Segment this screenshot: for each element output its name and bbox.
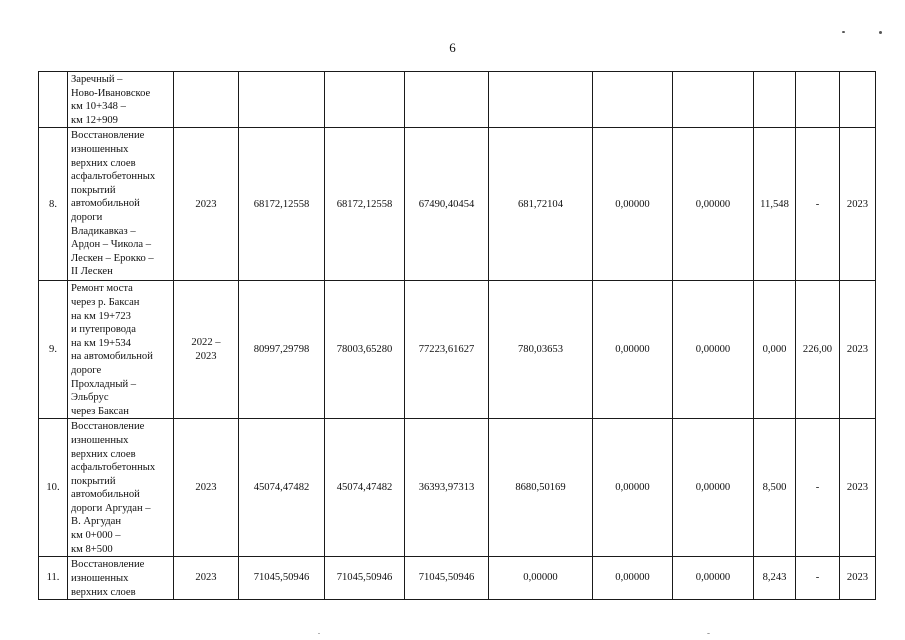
value-cell: 0,00000: [593, 557, 673, 600]
value-cell: 8680,50169: [489, 419, 593, 557]
value-cell: [754, 72, 796, 128]
value-cell: 68172,12558: [325, 128, 405, 281]
years-cell: [174, 72, 239, 128]
value-cell: 0,00000: [673, 281, 754, 419]
completion-year-cell: 2023: [840, 557, 876, 600]
value-cell: 0,00000: [593, 419, 673, 557]
row-number-cell: 8.: [39, 128, 68, 281]
table-row: [39, 557, 876, 600]
row-number-cell: 9.: [39, 281, 68, 419]
value-cell: -: [796, 419, 840, 557]
value-cell: [796, 72, 840, 128]
completion-year-cell: 2023: [840, 128, 876, 281]
value-cell: 226,00: [796, 281, 840, 419]
value-cell: [593, 72, 673, 128]
value-cell: [239, 72, 325, 128]
row-number-cell: [39, 72, 68, 128]
value-cell: 36393,97313: [405, 419, 489, 557]
value-cell: 45074,47482: [325, 419, 405, 557]
value-cell: 78003,65280: [325, 281, 405, 419]
table-row: [39, 419, 876, 557]
value-cell: -: [796, 557, 840, 600]
table-row: [39, 72, 876, 128]
value-cell: 681,72104: [489, 128, 593, 281]
value-cell: 0,00000: [593, 128, 673, 281]
completion-year-cell: [840, 72, 876, 128]
value-cell: 780,03653: [489, 281, 593, 419]
years-cell: 2023: [174, 557, 239, 600]
value-cell: 8,500: [754, 419, 796, 557]
value-cell: 71045,50946: [239, 557, 325, 600]
value-cell: 11,548: [754, 128, 796, 281]
value-cell: 0,00000: [489, 557, 593, 600]
value-cell: 67490,40454: [405, 128, 489, 281]
object-name-cell: Восстановление изношенных верхних слоев асфальтобетонных покрытий автомобильной дороги Владикавказ – Ардон – Чикола – Лескен – Ерокко – II Лескен: [68, 128, 174, 281]
value-cell: 0,00000: [673, 419, 754, 557]
value-cell: 68172,12558: [239, 128, 325, 281]
value-cell: 71045,50946: [325, 557, 405, 600]
row-number-cell: 11.: [39, 557, 68, 600]
object-name-cell: Заречный – Ново-Ивановское км 10+348 – км 12+909: [68, 72, 174, 128]
works-table: [38, 71, 876, 600]
row-number-cell: 10.: [39, 419, 68, 557]
value-cell: -: [796, 128, 840, 281]
value-cell: 8,243: [754, 557, 796, 600]
value-cell: [673, 72, 754, 128]
value-cell: 0,00000: [593, 281, 673, 419]
value-cell: 77223,61627: [405, 281, 489, 419]
completion-year-cell: 2023: [840, 419, 876, 557]
value-cell: [325, 72, 405, 128]
scan-speck: [318, 633, 320, 634]
object-name-cell: Ремонт моста через р. Баксан на км 19+723 и путепровода на км 19+534 на автомобильной дороге Прохладный – Эльбрус через Баксан: [68, 281, 174, 419]
scan-speck: [879, 31, 882, 34]
years-cell: 2023: [174, 419, 239, 557]
years-cell: 2023: [174, 128, 239, 281]
value-cell: 45074,47482: [239, 419, 325, 557]
object-name-cell: Восстановление изношенных верхних слоев асфальтобетонных покрытий автомобильной дороги Аргудан – В. Аргудан км 0+000 – км 8+500: [68, 419, 174, 557]
years-cell: 2022 – 2023: [174, 281, 239, 419]
table-row: [39, 128, 876, 281]
value-cell: 0,00000: [673, 128, 754, 281]
value-cell: 0,000: [754, 281, 796, 419]
value-cell: 0,00000: [673, 557, 754, 600]
page-number: 6: [449, 40, 456, 55]
scan-speck: [707, 633, 710, 634]
completion-year-cell: 2023: [840, 281, 876, 419]
value-cell: [489, 72, 593, 128]
value-cell: 80997,29798: [239, 281, 325, 419]
object-name-cell: Восстановление изношенных верхних слоев: [68, 557, 174, 600]
table-row: [39, 281, 876, 419]
value-cell: [405, 72, 489, 128]
scan-speck: [842, 31, 845, 33]
value-cell: 71045,50946: [405, 557, 489, 600]
